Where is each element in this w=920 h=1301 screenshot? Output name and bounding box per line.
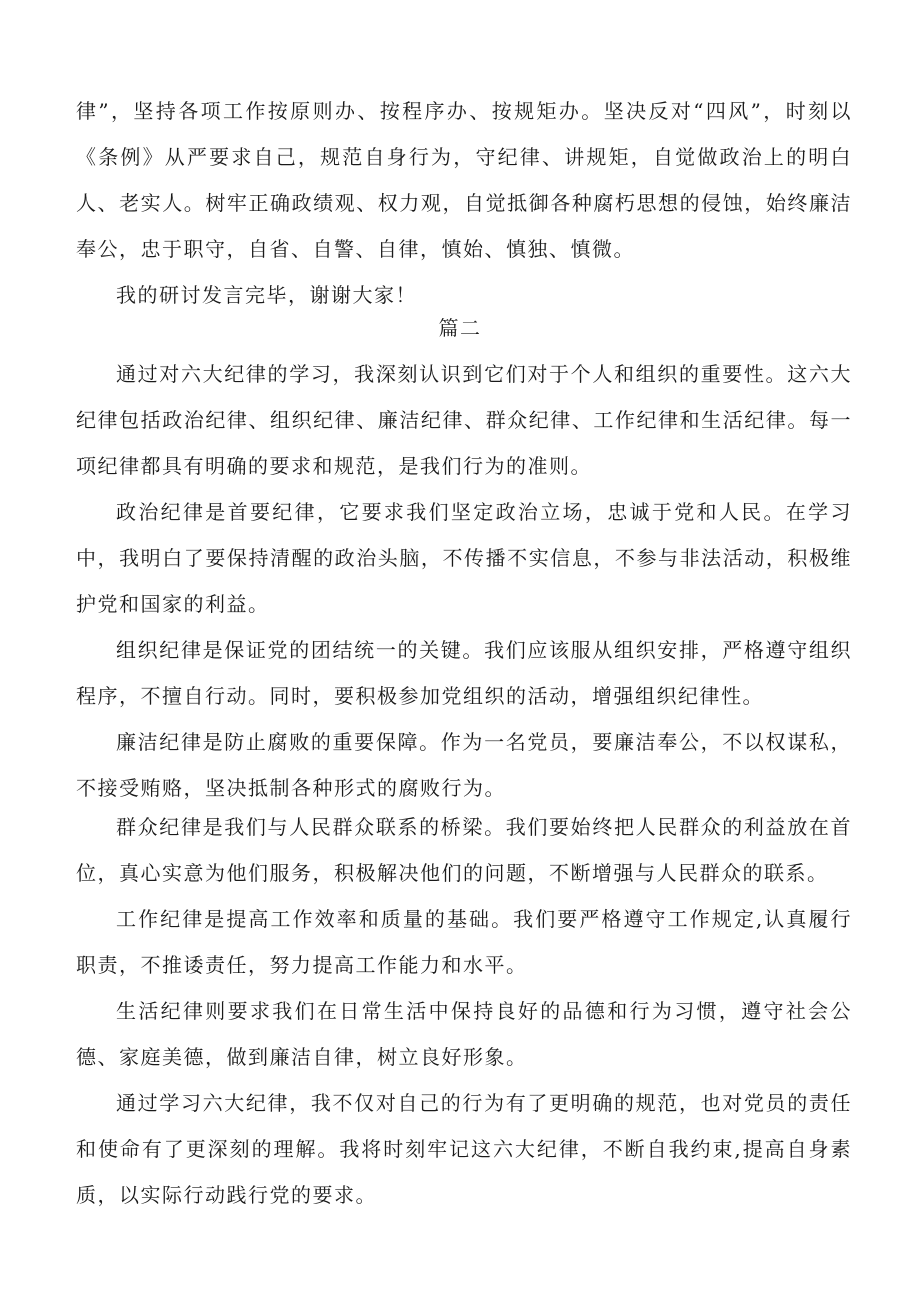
first-part-text bbox=[76, 88, 852, 318]
paragraph-political: 政治纪律是首要纪律，它要求我们坚定政治立场，忠诚于党和人民。在学习中，我明白了要保持清醒的政治头脑，不传播不实信息，不参与非法活动，积极维护党和国家的利益。 bbox=[76, 500, 852, 616]
paragraph-life: 生活纪律则要求我们在日常生活中保持良好的品德和行为习惯，遵守社会公德、家庭美德，做到廉洁自律，树立良好形象。 bbox=[76, 999, 852, 1069]
section-title: 篇二 bbox=[438, 316, 482, 340]
paragraph-integrity: 廉洁纪律是防止腐败的重要保障。作为一名党员，要廉洁奉公，不以权谋私，不接受贿赂，坚决抵制各种形式的腐败行为。 bbox=[76, 730, 852, 800]
continuation-paragraph: 律”，坚持各项工作按原则办、按程序办、按规矩办。坚决反对“四风”，时刻以《条例》从严要求自己，规范自身行为，守纪律、讲规矩，自觉做政治上的明白人、老实人。树牢正确政绩观、权力观，自觉抵御各种腐朽思想的侵蚀，始终廉洁奉公，忠于职守，自省、自警、自律，慎始、慎独、慎微。 bbox=[76, 99, 852, 261]
paragraph-organizational: 组织纪律是保证党的团结统一的关键。我们应该服从组织安排，严格遵守组织程序，不擅自行动。同时，要积极参加党组织的活动，增强组织纪律性。 bbox=[76, 638, 852, 708]
paragraph-mass: 群众纪律是我们与人民群众联系的桥梁。我们要始终把人民群众的利益放在首位，真心实意为他们服务，积极解决他们的问题，不断增强与人民群众的联系。 bbox=[76, 815, 852, 885]
second-part-text-a bbox=[76, 351, 852, 811]
paragraph-conclusion: 通过学习六大纪律，我不仅对自己的行为有了更明确的规范，也对党员的责任和使命有了更深刻的理解。我将时刻牢记这六大纪律，不断自我约束,提高自身素质，以实际行动践行党的要求。 bbox=[76, 1091, 852, 1207]
paragraph-work: 工作纪律是提高工作效率和质量的基础。我们要严格遵守工作规定,认真履行职责，不推诿责任，努力提高工作能力和水平。 bbox=[76, 907, 852, 977]
closing-paragraph: 我的研讨发言完毕，谢谢大家！ bbox=[116, 283, 417, 307]
paragraph-intro: 通过对六大纪律的学习，我深刻认识到它们对于个人和组织的重要性。这六大纪律包括政治纪律、组织纪律、廉洁纪律、群众纪律、工作纪律和生活纪律。每一项纪律都具有明确的要求和规范，是我们行为的准则。 bbox=[76, 362, 852, 478]
second-part-text-b bbox=[76, 804, 852, 1218]
